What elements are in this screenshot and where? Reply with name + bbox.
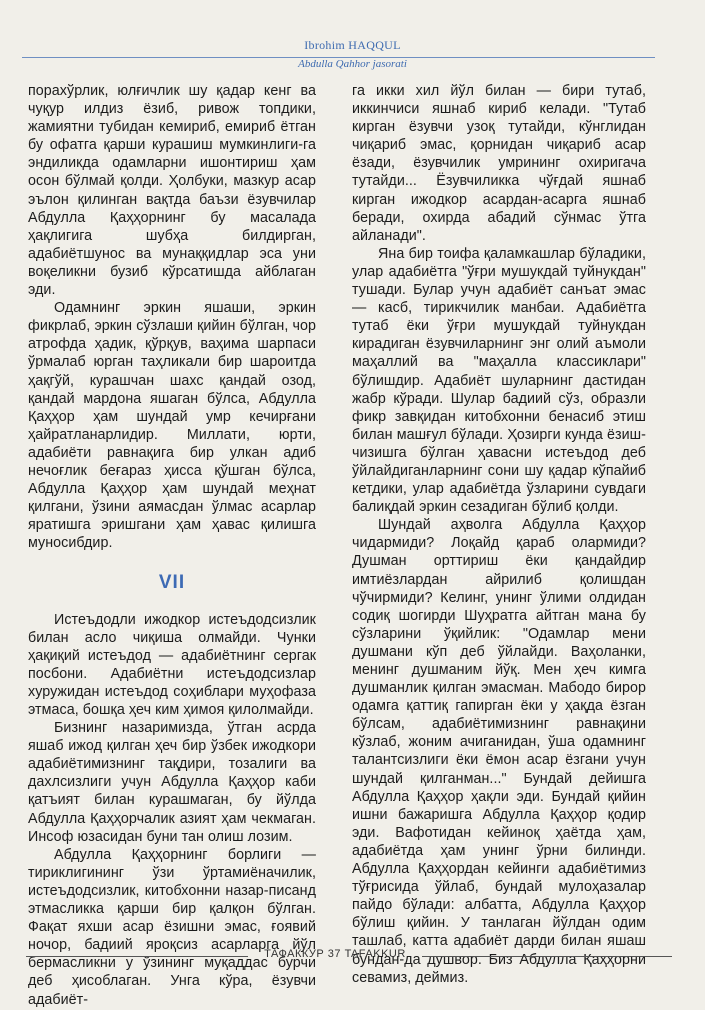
paragraph: Шундай аҳволга Абдулла Қаҳҳор чидармиди? Лоқайд қараб олармиди? Душман орттириш ёки қандайдир имтиёзлардан айрилиб қолишдан чўчирмиди? Келинг, унинг ўлими олдидан содиқ шогирди Шуҳратга айтган мана бу сўзларини ўқийлик: "Одамлар мени душмани кўп деб ўйлайди. Ваҳоланки, менинг душманим йўқ. Мен ҳеч кимга душманлик қилган эмасман. Мабодо бирор одамга қаттиқ гапирган ёки у ҳақда ёзган бўлсам, адабиётимизнинг равнақини кўзлаб, жоним ачиганидан, ўша одамнинг талантсизлиги ёки ёмон асар ёзгани учун шундай қилганман..." Бундай дейишга Абдулла Қаҳҳор ҳақли эди. Бундай қийин ишни бажаришга Абдулла Қаҳҳор қодир эди. Вафотидан кейиноқ ҳаётда ҳам, адабиётда ҳам унинг ўрни билинди. Абдулла Қаҳҳордан кейинги адабиётимиз тўғрисида ўйлаб, бундай мулоҳазалар пайдо бўлади: албатта, Абдулла Қаҳҳор бўлиш қийин. У танлаган йўлдан одим ташлаб, катта адабиёт дарди билан яшаш бундан-да душвор. Биз Абдулла Қаҳҳорни севамиз, деймиз. <box>352 517 646 986</box>
page-footer <box>0 946 705 966</box>
footer-rule-left <box>26 956 248 957</box>
paragraph: Истеъдодли ижодкор истеъдодсизлик билан асло чиқиша олмайди. Чунки ҳақиқий истеъдод — адабиётнинг сергак посбони. Адабиётни истеъдодсизлар хуружидан истеъдод соҳиблари муҳофаза этмаса, бошқа ҳеч ким ҳимоя қилолмайди. <box>28 611 316 718</box>
left-column <box>28 82 316 1009</box>
header-rule <box>22 57 655 58</box>
running-head-title: Abdulla Qahhor jasorati <box>298 58 407 70</box>
footer-page-label: ТАФАККУР 37 TAFAKKUR <box>264 948 406 960</box>
right-column <box>352 82 646 987</box>
page-header <box>0 38 705 71</box>
paragraph: Яна бир тоифа қаламкашлар бўладики, улар адабиётга "ўғри мушукдай туйнукдан" тушади. Булар учун адабиёт санъат эмас — касб, тирикчилик манбаи. Адабиётга тутаб ёки ўғри мушукдай туйнукдан кирадиган ёзувчиларнинг энг олий аъмоли маҳаллий ва "маҳалла классиклари" бўлишдир. Адабиёт шуларнинг дастидан жабр кўради. Шулар бадиий сўз, образли фикр завқидан китобхонни бенасиб этиш билан машғул бўлади. Ҳозирги кунда ёзиш-чизишга бўлган ҳавасни истеъдод деб ўйлайдиганларнинг сони шу қадар кўпайиб кетдики, улар адабиётда ўзларини сувдаги балиқдай эркин сезадиган бўлиб қолди. <box>352 245 646 516</box>
paragraph: Бизнинг назаримизда, ўтган асрда яшаб ижод қилган ҳеч бир ўзбек ижодкори адабиётимизнинг тақдири, тозалиги ва дахлсизлиги учун Абдулла Қаҳҳор каби қатъият билан курашмаган, бу йўлда Абдулла Қаҳҳорчалик азият ҳам чекмаган. Инсоф юзасидан буни тан олиш лозим. <box>28 720 316 845</box>
running-head-author: Ibrohim HAQQUL <box>304 38 401 52</box>
section-number: VII <box>158 572 186 594</box>
paragraph: Одамнинг эркин яшаши, эркин фикрлаб, эркин сўзлаши қийин бўлган, чор атрофда ҳадик, қўрқув, ваҳима шарпаси ўрмалаб юрган таҳликали бир шароитда ҳақгўй, курашчан шахс қандай озод, қандай мардона яшаган бўлса, Абдулла Қаҳҳор ҳам шундай умр кечирғани ҳайратланарлидир. Миллати, юрти, адабиёти равнақига бир улкан адиб нечоғлик беғараз ҳисса қўшган бўлса, Абдулла Қаҳҳор ҳам шундай меҳнат қилгани, ўзини аямасдан ўлмас асарлар яратишга эришгани ҳам ҳавас қилишга муносибдир. <box>28 300 316 552</box>
paragraph: га икки хил йўл билан — бири тутаб, иккинчиси яшнаб кириб келади. "Тутаб кирган ёзувчи узоқ тутайди, кўнглидан чиқариб эмас, қорнидан чиқариб асар ёзади, ёзувчилик умрининг охиригача тутайди... Ёзувчиликка чўғдай яшнаб кирган ижодкор асардан-асарга яшнаб беради, охирда абадий сўнмас ўтга айланади". <box>352 83 646 244</box>
paragraph: Абдулла Қаҳҳорнинг борлиги — тириклигининг ўзи ўртамиёначилик, истеъдодсизлик, китобхонни назар-писанд этмасликка қарши бир қалқон бўлган. Фақат яхши асар ёзишни эмас, ғоявий ночор, бадиий яроқсиз асарларга йўл бермасликни у ўзининг муқаддас бурчи деб ҳисоблаган. Унга кўра, ёзувчи адабиёт- <box>28 846 316 1008</box>
paragraph: порахўрлик, юлғичлик шу қадар кенг ва чуқур илдиз ёзиб, ривож топдики, жамиятни тубидан кемириб, емириб ётган бу офатга қарши курашиш мумкинлиги-га эндиликда одамларни ишонтириш ҳам осон бўлмай қолди. Ҳолбуки, мазкур асар эълон қилинган вақтда баъзи ёзувчилар Абдулла Қаҳҳорнинг бу масалада ҳақлигига шубҳа билдирган, адабиётшунос ва мунаққидлар эса уни воқеликни бузиб кўрсатишда айблаган эди. <box>28 83 316 299</box>
footer-rule-right <box>422 956 672 957</box>
